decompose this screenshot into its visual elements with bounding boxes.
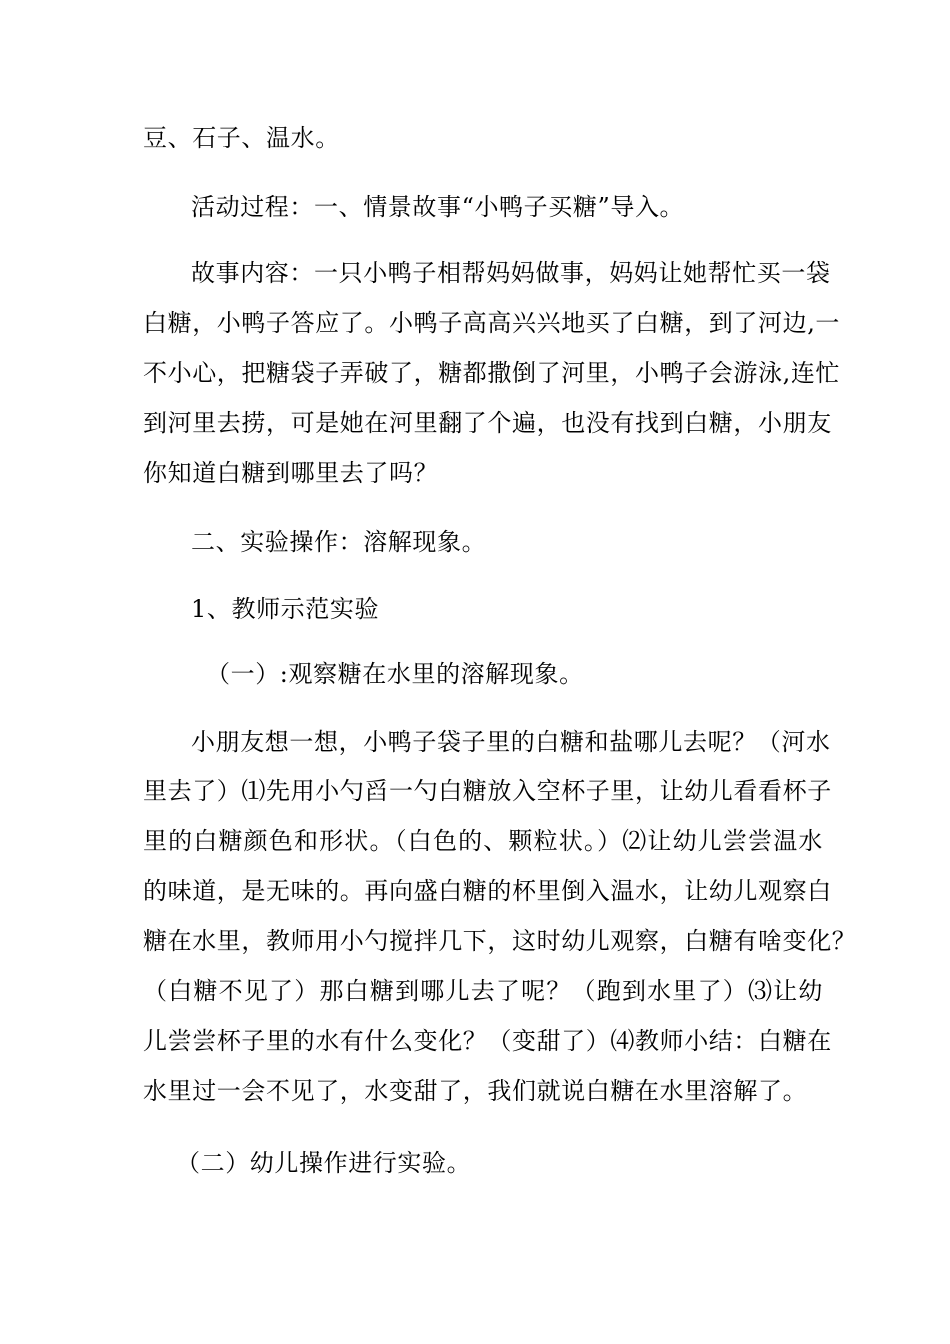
text-line: （白糖不见了）那白糖到哪儿去了呢？（跑到水里了）⑶让幼 <box>143 977 823 1005</box>
text-line: 小朋友想一想，小鸭子袋子里的白糖和盐哪儿去呢？（河水 <box>191 728 831 756</box>
text-line: 里去了）⑴先用小勺舀一勺白糖放入空杯子里，让幼儿看看杯子 <box>143 777 832 805</box>
text-line: 你知道白糖到哪里去了吗？ <box>143 459 439 487</box>
text-line: 糖在水里，教师用小勺搅拌几下，这时幼儿观察，白糖有啥变化？ <box>143 927 857 955</box>
subsection-heading: （一）:观察糖在水里的溶解现象。 <box>206 660 584 688</box>
section-heading: 二、实验操作：溶解现象。 <box>191 528 487 556</box>
text-line: 到河里去捞，可是她在河里翻了个遍，也没有找到白糖，小朋友 <box>143 409 832 437</box>
text-line: 白糖，小鸭子答应了。小鸭子高高兴兴地买了白糖，到了河边,一 <box>143 309 841 337</box>
text-line: 不小心，把糖袋子弄破了，糖都撒倒了河里，小鸭子会游泳,连忙 <box>143 359 841 387</box>
subsection-heading: 1、教师示范实验 <box>191 595 380 623</box>
text-line: 豆、石子、温水。 <box>143 124 340 152</box>
text-line: 里的白糖颜色和形状。（白色的、颗粒状。）⑵让幼儿尝尝温水 <box>143 827 823 855</box>
subsection-heading: （二）幼儿操作进行实验。 <box>176 1149 472 1177</box>
text-line: 儿尝尝杯子里的水有什么变化？（变甜了）⑷教师小结：白糖在 <box>143 1027 832 1055</box>
text-line: 的味道，是无味的。再向盛白糖的杯里倒入温水，让幼儿观察白 <box>143 877 832 905</box>
section-heading: 活动过程：一、情景故事“小鸭子买糖”导入。 <box>191 193 685 221</box>
text-line: 故事内容：一只小鸭子相帮妈妈做事，妈妈让她帮忙买一袋 <box>191 259 831 287</box>
text-line: 水里过一会不见了，水变甜了，我们就说白糖在水里溶解了。 <box>143 1077 808 1105</box>
